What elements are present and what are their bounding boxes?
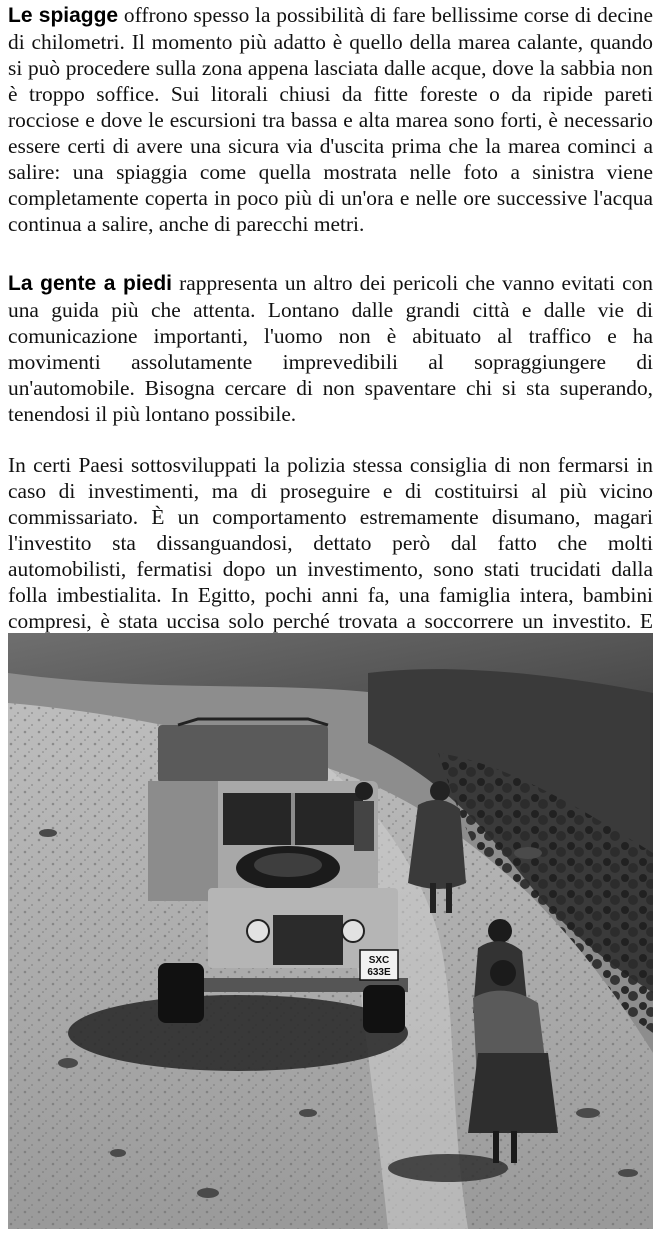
man-figure bbox=[354, 782, 374, 851]
front-left-wheel bbox=[158, 963, 204, 1023]
plate-line-1: SXC bbox=[368, 955, 390, 966]
paragraph-developing-countries bbox=[8, 452, 653, 660]
land-rover-photo bbox=[8, 633, 653, 1229]
paragraph-pedestrians bbox=[8, 270, 653, 427]
beaches-lead-heading: Le spiagge bbox=[8, 4, 119, 27]
paragraph-beaches bbox=[8, 2, 653, 237]
front-right-wheel bbox=[363, 985, 405, 1033]
pedestrians-lead-heading: La gente a piedi bbox=[8, 272, 173, 295]
grille bbox=[273, 915, 343, 965]
roof-rack bbox=[158, 725, 328, 783]
plate-line-2: 633E bbox=[367, 967, 391, 978]
beaches-body-text: offrono spesso la possibilità di fare bellissime corse di decine di chilometri. Il momento più adatto è quello della marea calante, quando si può procedere sulla zona appena lasciata dalle acque, dove la sabbia non è troppo soffice. Sui litorali chiusi da fitte foreste o da ripide pareti rocciose e dove le escursioni tra bassa e alta marea sono forti, è necessario essere certi di avere una sicura via d'uscita prima che la marea cominci a salire: una spiaggia come quella mostrata nelle foto a sinistra viene completamente coperta in poco più di un'ora e nelle ore successive l'acqua continua a salire, anche di parecchi metri. bbox=[8, 3, 653, 236]
pedestrians-body-text: rappresenta un altro dei pericoli che vanno evitati con una guida più che attenta. Lontano dalle grandi città e dalle vie di comunicazione importanti, l'uomo non è abituato al traffico e ha movimenti assolutamente imprevedibili al sopraggiungere di un'automobile. Bisogna cercare di non spaventare chi si sta superando, tenendosi il più lontano possibile. bbox=[8, 271, 653, 426]
countries-body-text: In certi Paesi sottosviluppati la polizia stessa consiglia di non fermarsi in caso di investimenti, ma di proseguire e di costituirsi al più vicino commissariato. È un comportamento estremamente disumano, magari l'investito sta dissanguandosi, dettato però dal fatto che molti automobilisti, fermatisi dopo un investimento, sono stati trucidati dalla folla imbestialita. In Egitto, pochi anni fa, una famiglia intera, bambini compresi, è stata uccisa solo perché trovata a soccorrere un investito. E bbox=[8, 453, 653, 633]
